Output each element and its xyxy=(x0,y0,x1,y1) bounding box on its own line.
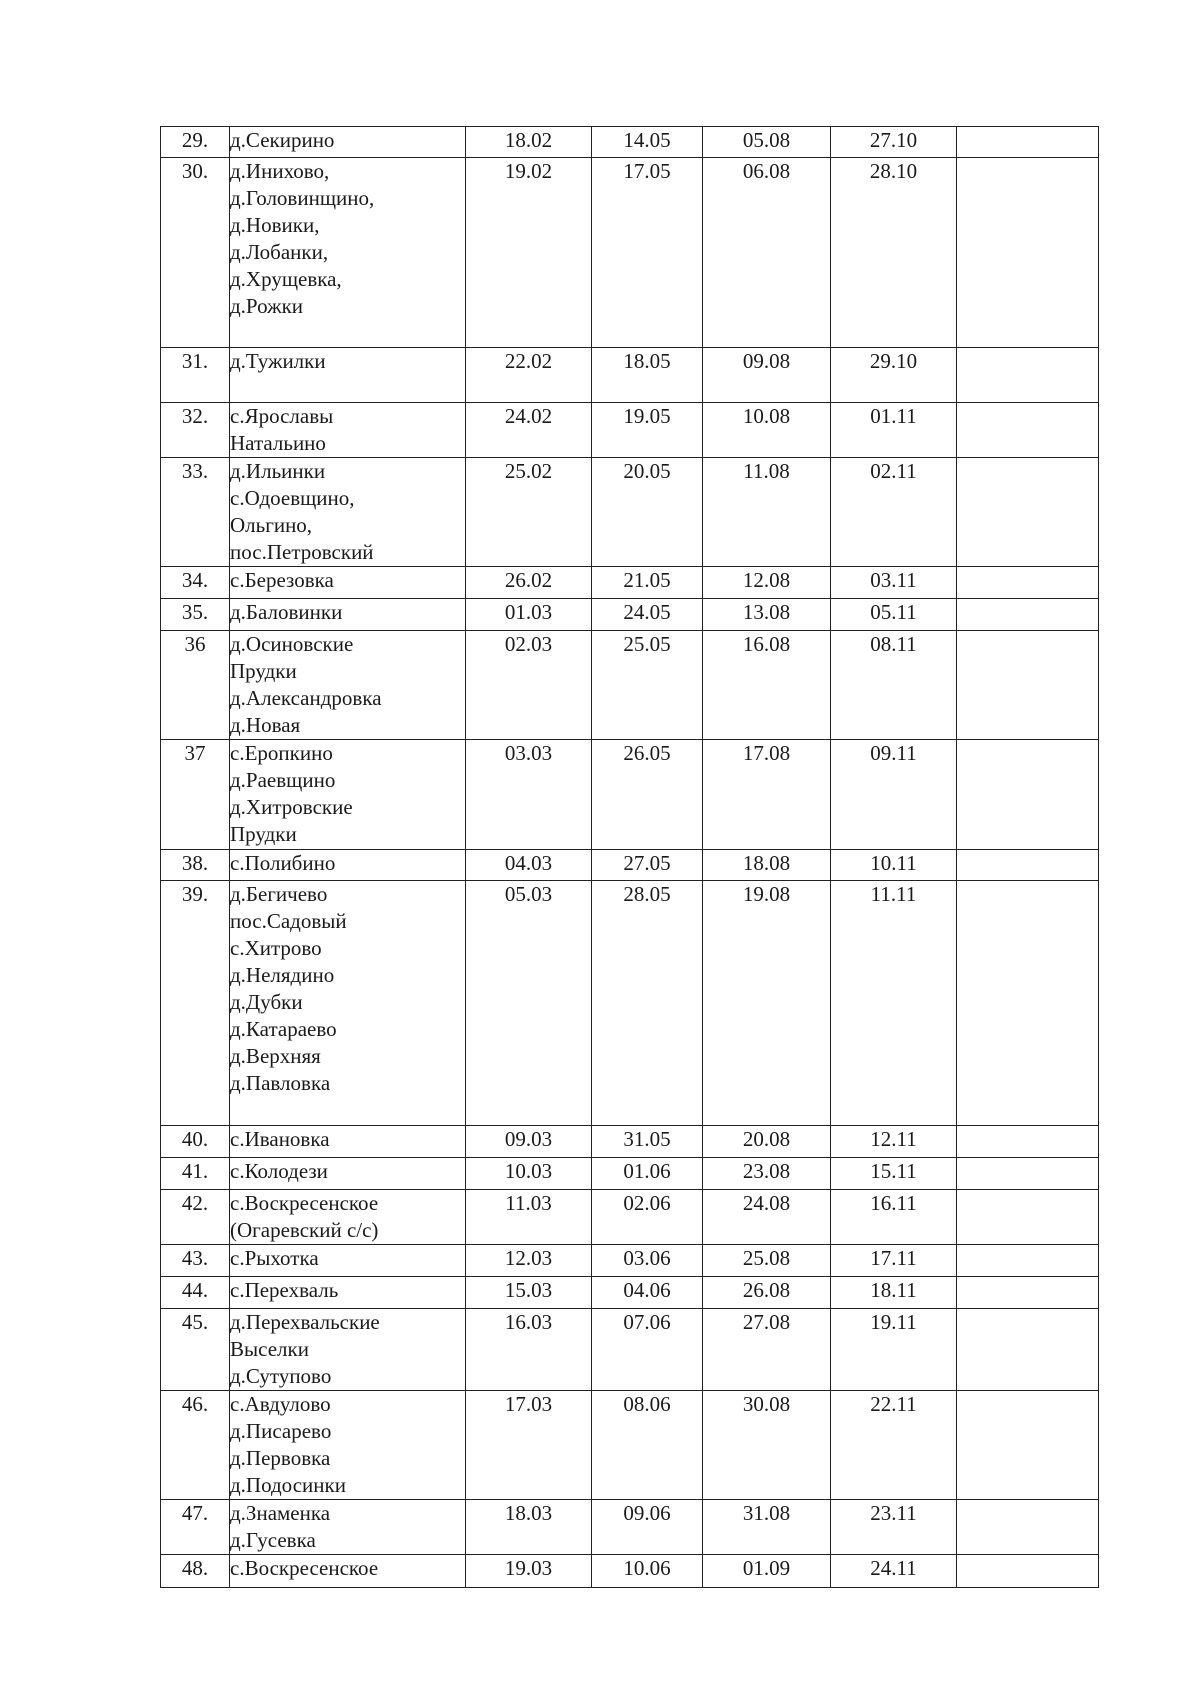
date-cell-1: 22.02 xyxy=(466,348,592,403)
row-number: 34. xyxy=(161,567,230,599)
date-cell-4: 19.11 xyxy=(831,1309,957,1391)
settlement-cell xyxy=(230,1555,466,1588)
date-cell-1: 10.03 xyxy=(466,1158,592,1190)
row-number: 46. xyxy=(161,1391,230,1500)
row-number: 29. xyxy=(161,127,230,158)
settlement-name: с.Полибино xyxy=(230,851,336,875)
date-cell-2: 31.05 xyxy=(592,1126,703,1158)
settlement-cell xyxy=(230,631,466,740)
date-cell-2: 02.06 xyxy=(592,1190,703,1245)
date-cell-2: 20.05 xyxy=(592,458,703,567)
table-row xyxy=(161,127,1099,158)
row-number: 48. xyxy=(161,1555,230,1588)
settlement-name: Ольгино, xyxy=(230,513,313,537)
table-row xyxy=(161,458,1099,567)
date-cell-4: 24.11 xyxy=(831,1555,957,1588)
date-cell-1: 05.03 xyxy=(466,881,592,1126)
date-cell-4: 08.11 xyxy=(831,631,957,740)
empty-cell xyxy=(957,599,1099,631)
empty-cell xyxy=(957,458,1099,567)
empty-cell xyxy=(957,1245,1099,1277)
table-row xyxy=(161,1555,1099,1588)
date-cell-1: 19.03 xyxy=(466,1555,592,1588)
settlement-cell xyxy=(230,1500,466,1555)
date-cell-4: 12.11 xyxy=(831,1126,957,1158)
row-number: 42. xyxy=(161,1190,230,1245)
table-row xyxy=(161,403,1099,458)
date-cell-4: 28.10 xyxy=(831,158,957,348)
settlement-cell xyxy=(230,740,466,850)
row-number: 41. xyxy=(161,1158,230,1190)
date-cell-1: 04.03 xyxy=(466,850,592,881)
empty-cell xyxy=(957,631,1099,740)
table-row xyxy=(161,631,1099,740)
date-cell-4: 02.11 xyxy=(831,458,957,567)
date-cell-1: 01.03 xyxy=(466,599,592,631)
settlement-cell xyxy=(230,599,466,631)
empty-cell xyxy=(957,1158,1099,1190)
date-cell-3: 25.08 xyxy=(703,1245,831,1277)
settlement-name: д.Бегичево xyxy=(230,882,328,906)
settlement-name: д.Новая xyxy=(230,713,301,737)
table-row xyxy=(161,1500,1099,1555)
settlement-name: пос.Садовый xyxy=(230,909,347,933)
date-cell-1: 18.03 xyxy=(466,1500,592,1555)
settlement-name: д.Хрущевка, xyxy=(230,267,342,291)
empty-cell xyxy=(957,1309,1099,1391)
date-cell-3: 01.09 xyxy=(703,1555,831,1588)
table-row xyxy=(161,1245,1099,1277)
row-number: 39. xyxy=(161,881,230,1126)
settlement-cell xyxy=(230,348,466,403)
date-cell-4: 16.11 xyxy=(831,1190,957,1245)
empty-cell xyxy=(957,158,1099,348)
date-cell-4: 11.11 xyxy=(831,881,957,1126)
date-cell-4: 09.11 xyxy=(831,740,957,850)
settlement-name: с.Ивановка xyxy=(230,1127,330,1151)
date-cell-2: 08.06 xyxy=(592,1391,703,1500)
table-row xyxy=(161,1126,1099,1158)
date-cell-2: 18.05 xyxy=(592,348,703,403)
date-cell-2: 27.05 xyxy=(592,850,703,881)
table-row xyxy=(161,881,1099,1126)
row-number: 37 xyxy=(161,740,230,850)
settlement-cell xyxy=(230,567,466,599)
date-cell-2: 03.06 xyxy=(592,1245,703,1277)
date-cell-2: 21.05 xyxy=(592,567,703,599)
settlement-cell xyxy=(230,1158,466,1190)
date-cell-2: 01.06 xyxy=(592,1158,703,1190)
table-row xyxy=(161,1309,1099,1391)
date-cell-2: 26.05 xyxy=(592,740,703,850)
date-cell-3: 12.08 xyxy=(703,567,831,599)
date-cell-1: 09.03 xyxy=(466,1126,592,1158)
settlement-name: д.Первовка xyxy=(230,1446,331,1470)
settlement-cell xyxy=(230,158,466,348)
date-cell-4: 22.11 xyxy=(831,1391,957,1500)
settlement-name: д.Перехвальские xyxy=(230,1310,380,1334)
settlement-cell xyxy=(230,881,466,1126)
empty-cell xyxy=(957,1391,1099,1500)
date-cell-1: 18.02 xyxy=(466,127,592,158)
row-number: 47. xyxy=(161,1500,230,1555)
settlement-name: пос.Петровский xyxy=(230,540,374,564)
settlement-name: д.Инихово, xyxy=(230,159,330,183)
date-cell-4: 23.11 xyxy=(831,1500,957,1555)
settlement-name: Прудки xyxy=(230,659,297,683)
date-cell-3: 30.08 xyxy=(703,1391,831,1500)
date-cell-3: 13.08 xyxy=(703,599,831,631)
settlement-name: д.Катараево xyxy=(230,1017,337,1041)
settlement-name: Прудки xyxy=(230,822,297,846)
settlement-cell xyxy=(230,127,466,158)
settlement-name: д.Хитровские xyxy=(230,795,353,819)
settlement-name: д.Новики, xyxy=(230,213,320,237)
table-row xyxy=(161,850,1099,881)
date-cell-4: 29.10 xyxy=(831,348,957,403)
date-cell-4: 17.11 xyxy=(831,1245,957,1277)
settlement-name: д.Александровка xyxy=(230,686,382,710)
empty-cell xyxy=(957,567,1099,599)
row-number: 31. xyxy=(161,348,230,403)
date-cell-2: 25.05 xyxy=(592,631,703,740)
date-cell-3: 16.08 xyxy=(703,631,831,740)
empty-cell xyxy=(957,740,1099,850)
settlement-name: с.Воскресенское xyxy=(230,1556,379,1580)
settlement-name: д.Осиновские xyxy=(230,632,354,656)
date-cell-3: 23.08 xyxy=(703,1158,831,1190)
settlement-name: с.Одоевщино, xyxy=(230,486,355,510)
date-cell-3: 09.08 xyxy=(703,348,831,403)
table-row xyxy=(161,740,1099,850)
date-cell-2: 07.06 xyxy=(592,1309,703,1391)
row-number: 43. xyxy=(161,1245,230,1277)
settlement-cell xyxy=(230,1277,466,1309)
settlement-cell xyxy=(230,1391,466,1500)
date-cell-4: 03.11 xyxy=(831,567,957,599)
settlement-cell xyxy=(230,1126,466,1158)
date-cell-2: 09.06 xyxy=(592,1500,703,1555)
date-cell-3: 20.08 xyxy=(703,1126,831,1158)
date-cell-3: 06.08 xyxy=(703,158,831,348)
settlement-name: Выселки xyxy=(230,1337,309,1361)
settlement-cell xyxy=(230,403,466,458)
settlement-name: с.Еропкино xyxy=(230,741,333,765)
settlement-name: д.Тужилки xyxy=(230,349,326,373)
row-number: 40. xyxy=(161,1126,230,1158)
table-row xyxy=(161,599,1099,631)
date-cell-4: 01.11 xyxy=(831,403,957,458)
date-cell-1: 03.03 xyxy=(466,740,592,850)
settlement-name: с.Хитрово xyxy=(230,936,322,960)
settlement-name: д.Раевщино xyxy=(230,768,336,792)
settlement-name: с.Рыхотка xyxy=(230,1246,319,1270)
schedule-table xyxy=(160,126,1099,1588)
settlement-name: д.Знаменка xyxy=(230,1501,331,1525)
empty-cell xyxy=(957,881,1099,1126)
date-cell-1: 17.03 xyxy=(466,1391,592,1500)
table-row xyxy=(161,1190,1099,1245)
date-cell-2: 04.06 xyxy=(592,1277,703,1309)
date-cell-3: 24.08 xyxy=(703,1190,831,1245)
date-cell-1: 24.02 xyxy=(466,403,592,458)
settlement-name: с.Ярославы xyxy=(230,404,334,428)
date-cell-3: 31.08 xyxy=(703,1500,831,1555)
date-cell-2: 17.05 xyxy=(592,158,703,348)
date-cell-1: 11.03 xyxy=(466,1190,592,1245)
date-cell-2: 10.06 xyxy=(592,1555,703,1588)
row-number: 33. xyxy=(161,458,230,567)
row-number: 30. xyxy=(161,158,230,348)
settlement-cell xyxy=(230,1190,466,1245)
date-cell-3: 05.08 xyxy=(703,127,831,158)
date-cell-4: 18.11 xyxy=(831,1277,957,1309)
empty-cell xyxy=(957,850,1099,881)
schedule-table-body xyxy=(161,127,1099,1588)
settlement-cell xyxy=(230,1309,466,1391)
row-number: 38. xyxy=(161,850,230,881)
settlement-name: д.Сутупово xyxy=(230,1364,332,1388)
date-cell-3: 18.08 xyxy=(703,850,831,881)
settlement-name: д.Гусевка xyxy=(230,1528,316,1552)
row-number: 45. xyxy=(161,1309,230,1391)
settlement-name: д.Писарево xyxy=(230,1419,332,1443)
settlement-name: д.Дубки xyxy=(230,990,303,1014)
empty-cell xyxy=(957,1126,1099,1158)
empty-cell xyxy=(957,1190,1099,1245)
date-cell-4: 27.10 xyxy=(831,127,957,158)
settlement-name: с.Перехваль xyxy=(230,1278,339,1302)
settlement-cell xyxy=(230,458,466,567)
date-cell-3: 19.08 xyxy=(703,881,831,1126)
row-number: 32. xyxy=(161,403,230,458)
row-number: 35. xyxy=(161,599,230,631)
settlement-name: (Огаревский с/с) xyxy=(230,1218,379,1242)
empty-cell xyxy=(957,1277,1099,1309)
date-cell-2: 19.05 xyxy=(592,403,703,458)
row-number: 44. xyxy=(161,1277,230,1309)
empty-cell xyxy=(957,1500,1099,1555)
settlement-name: д.Павловка xyxy=(230,1071,331,1095)
table-row xyxy=(161,1158,1099,1190)
date-cell-3: 26.08 xyxy=(703,1277,831,1309)
settlement-name: с.Березовка xyxy=(230,568,334,592)
row-number: 36 xyxy=(161,631,230,740)
date-cell-3: 11.08 xyxy=(703,458,831,567)
date-cell-2: 28.05 xyxy=(592,881,703,1126)
date-cell-4: 10.11 xyxy=(831,850,957,881)
date-cell-1: 02.03 xyxy=(466,631,592,740)
empty-cell xyxy=(957,348,1099,403)
date-cell-3: 27.08 xyxy=(703,1309,831,1391)
table-row xyxy=(161,1277,1099,1309)
date-cell-3: 10.08 xyxy=(703,403,831,458)
settlement-cell xyxy=(230,850,466,881)
settlement-name: д.Рожки xyxy=(230,294,304,318)
settlement-name: д.Баловинки xyxy=(230,600,343,624)
date-cell-4: 15.11 xyxy=(831,1158,957,1190)
settlement-name: Натальино xyxy=(230,431,326,455)
empty-cell xyxy=(957,403,1099,458)
settlement-name: д.Ильинки xyxy=(230,459,326,483)
settlement-name: с.Авдулово xyxy=(230,1392,331,1416)
date-cell-2: 24.05 xyxy=(592,599,703,631)
settlement-name: д.Лобанки, xyxy=(230,240,329,264)
table-row xyxy=(161,348,1099,403)
date-cell-1: 12.03 xyxy=(466,1245,592,1277)
settlement-name: д.Нелядино xyxy=(230,963,335,987)
settlement-name: д.Подосинки xyxy=(230,1473,346,1497)
date-cell-4: 05.11 xyxy=(831,599,957,631)
table-row xyxy=(161,567,1099,599)
date-cell-1: 25.02 xyxy=(466,458,592,567)
date-cell-3: 17.08 xyxy=(703,740,831,850)
empty-cell xyxy=(957,1555,1099,1588)
date-cell-1: 19.02 xyxy=(466,158,592,348)
table-row xyxy=(161,158,1099,348)
settlement-name: с.Воскресенское xyxy=(230,1191,379,1215)
settlement-name: д.Секирино xyxy=(230,128,335,152)
date-cell-1: 15.03 xyxy=(466,1277,592,1309)
date-cell-1: 16.03 xyxy=(466,1309,592,1391)
settlement-name: с.Колодези xyxy=(230,1159,328,1183)
settlement-name: д.Верхняя xyxy=(230,1044,321,1068)
date-cell-2: 14.05 xyxy=(592,127,703,158)
date-cell-1: 26.02 xyxy=(466,567,592,599)
table-row xyxy=(161,1391,1099,1500)
settlement-name: д.Головинщино, xyxy=(230,186,375,210)
empty-cell xyxy=(957,127,1099,158)
settlement-cell xyxy=(230,1245,466,1277)
